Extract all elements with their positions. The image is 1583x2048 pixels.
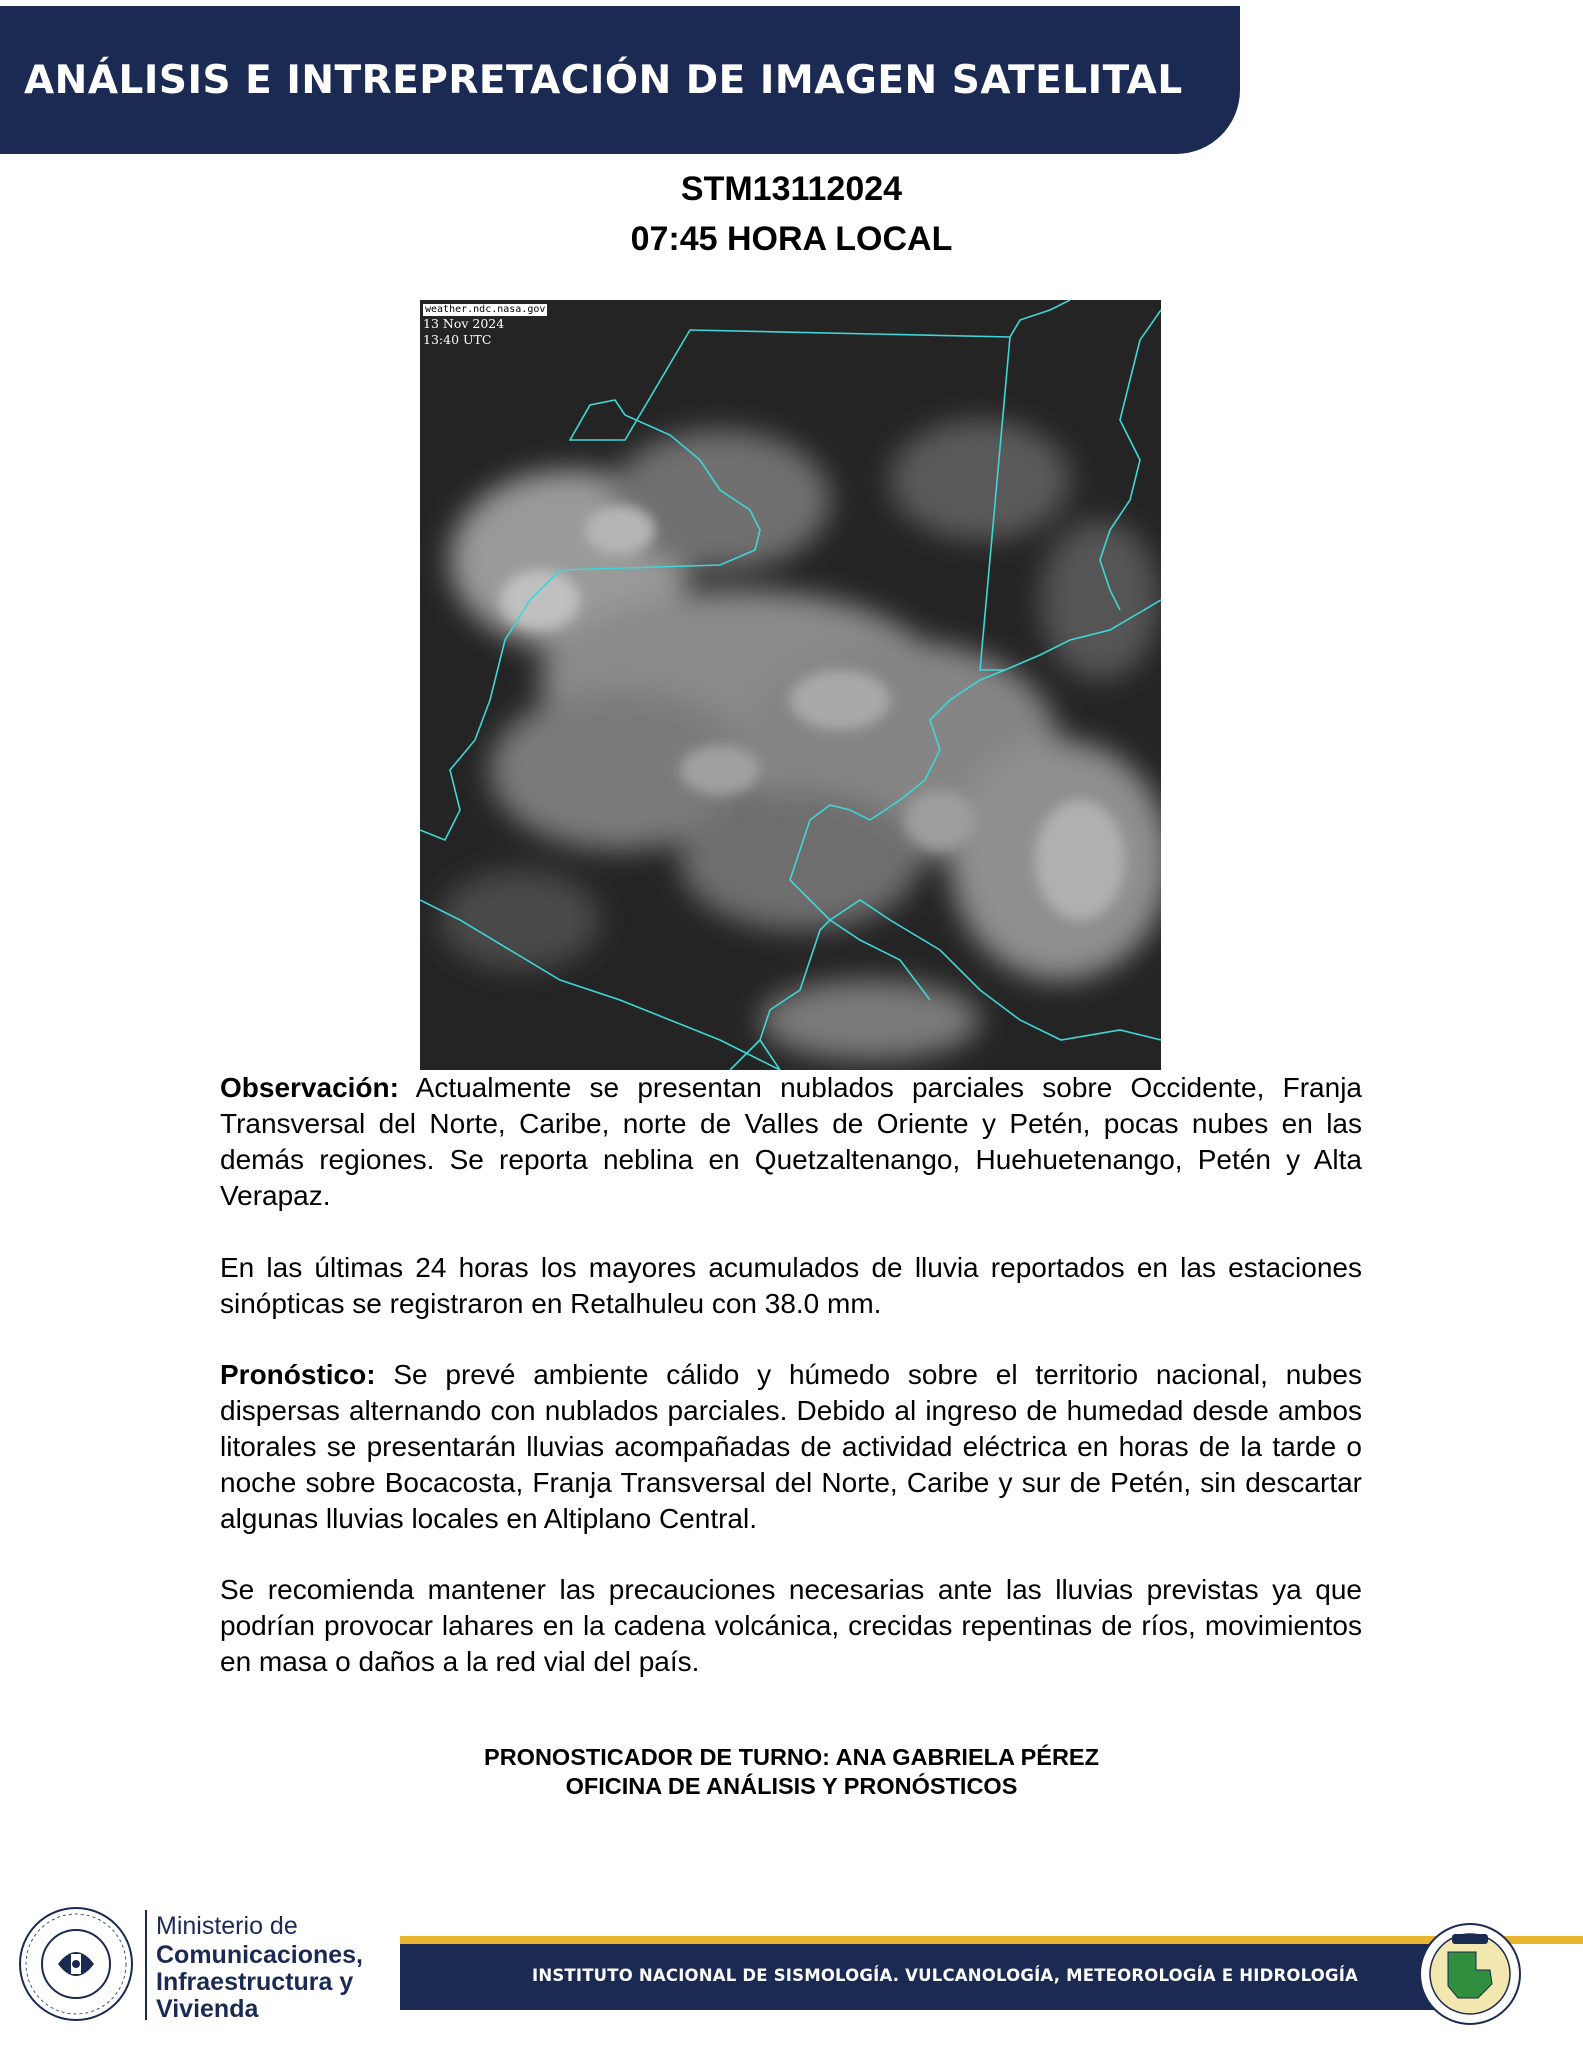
ministry-line-4: Vivienda (156, 1995, 259, 2023)
satellite-timestamp (423, 300, 547, 348)
satellite-time: 13:40 UTC (423, 332, 492, 347)
office-line: OFICINA DE ANÁLISIS Y PRONÓSTICOS (565, 1773, 1018, 1799)
report-time: 07:45 HORA LOCAL (630, 220, 953, 258)
ministry-line-3: Infraestructura y (156, 1968, 354, 1996)
recommendation-paragraph: Se recomienda mantener las precauciones necesarias ante las lluvias previstas ya que podrían provocar lahares en la cadena volcánica, crecidas repentinas de ríos, movimientos en masa o daños a la red vial del país. (220, 1574, 1362, 1677)
insivumeh-logo (1418, 1922, 1522, 2026)
observation-label: Observación: (220, 1072, 399, 1103)
ministry-divider (145, 1910, 147, 2020)
satellite-date: 13 Nov 2024 (423, 316, 505, 331)
header-banner (0, 6, 1240, 154)
ministry-line-1: Ministerio de (156, 1912, 298, 1940)
ministry-line-2: Comunicaciones, (156, 1941, 363, 1969)
forecast-text: Se prevé ambiente cálido y húmedo sobre el territorio nacional, nubes dispersas alternando con nublados parciales. Debido al ingreso de humedad desde ambos litorales se presentarán lluvias acompañadas de actividad eléctrica en horas de la tarde o noche sobre Bocacosta, Franja Transversal del Norte, Caribe y sur de Petén, sin descartar algunas lluvias locales en Altiplano Central. (220, 1359, 1362, 1534)
satellite-image (420, 300, 1161, 1070)
forecaster-line: PRONOSTICADOR DE TURNO: ANA GABRIELA PÉREZ (484, 1744, 1099, 1770)
satellite-source: weather.ndc.nasa.gov (425, 304, 546, 315)
footer-gold-stripe (400, 1936, 1583, 1944)
forecast-label: Pronóstico: (220, 1359, 376, 1390)
institute-name: INSTITUTO NACIONAL DE SISMOLOGÍA. VULCANOLOGÍA, METEOROLOGÍA E HIDROLOGÍA (532, 1966, 1359, 1985)
forecast-paragraph (220, 1357, 1362, 1537)
satellite-image-svg (420, 300, 1161, 1070)
government-seal-logo (16, 1904, 136, 2024)
observation-paragraph (220, 1070, 1362, 1214)
report-code: STM13112024 (680, 170, 903, 208)
rainfall-paragraph: En las últimas 24 horas los mayores acumulados de lluvia reportados en las estaciones sinópticas se registraron en Retalhuleu con 38.0 mm. (220, 1252, 1362, 1319)
page-title: ANÁLISIS E INTREPRETACIÓN DE IMAGEN SATELITAL (24, 58, 1183, 103)
observation-text: Actualmente se presentan nublados parciales sobre Occidente, Franja Transversal del Norte, Caribe, norte de Valles de Oriente y Petén, pocas nubes en las demás regiones. Se reporta neblina en Quetzaltenango, Huehuetenango, Petén y Alta Verapaz. (220, 1072, 1362, 1211)
